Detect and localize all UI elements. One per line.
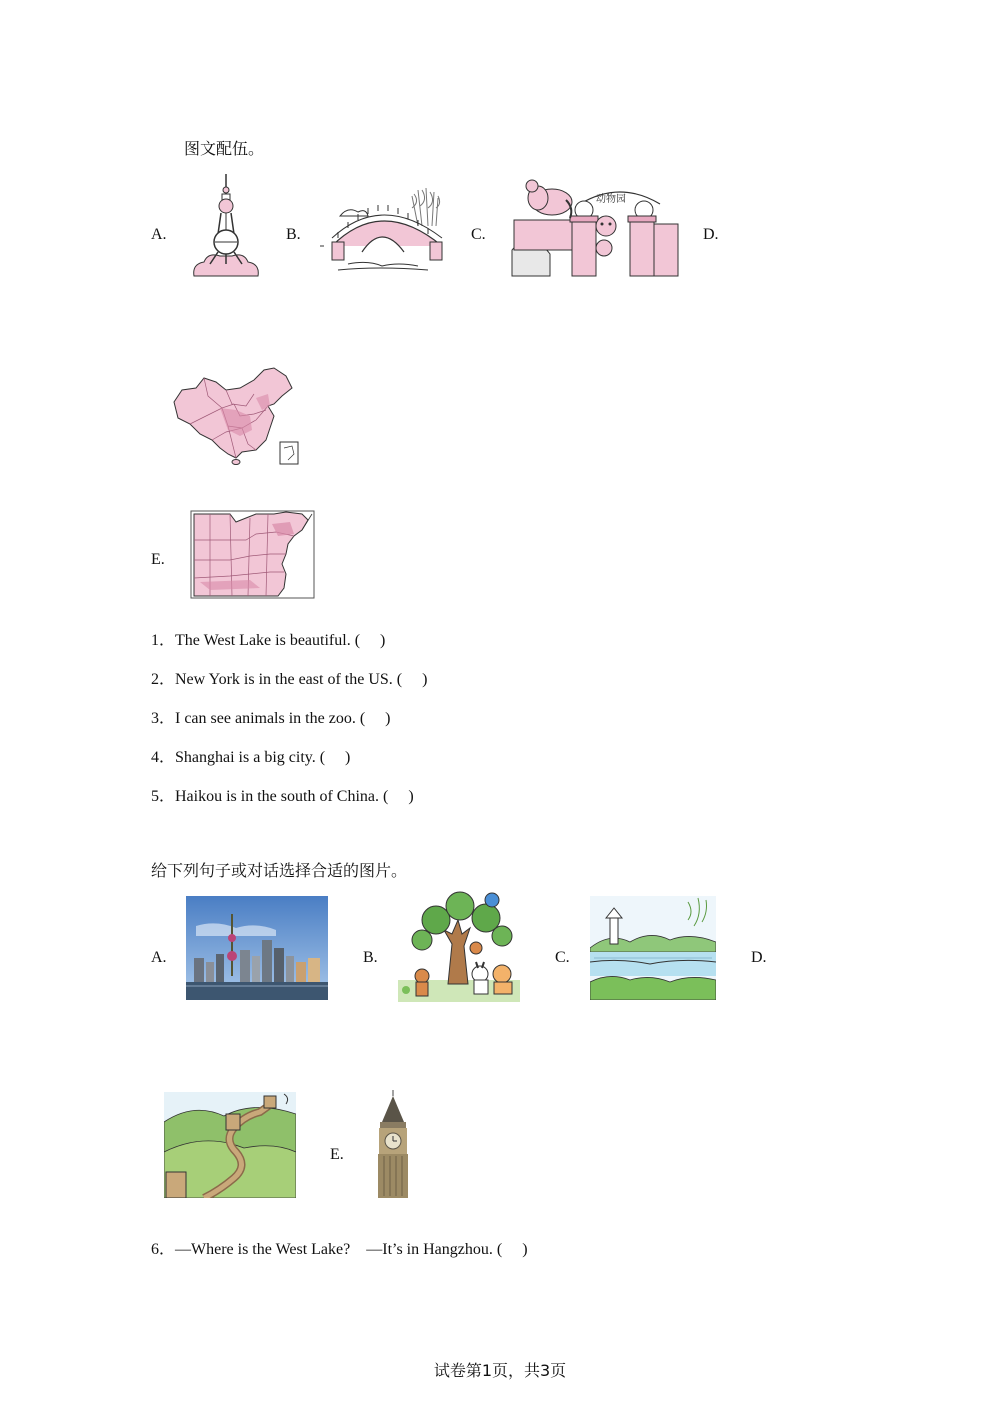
tree-animals-icon (398, 890, 520, 1002)
question-5: 5．Haikou is in the south of China. ( ) (151, 788, 414, 805)
question-1: 1．The West Lake is beautiful. ( ) (151, 632, 386, 649)
section1-heading: 图文配伍。 (184, 139, 265, 158)
china-map-icon (170, 366, 302, 466)
question-3: 3．I can see animals in the zoo. ( ) (151, 710, 391, 727)
option-d2-label: D. (751, 949, 767, 966)
great-wall-icon (164, 1092, 296, 1198)
bridge-icon (318, 186, 448, 274)
option-b2-label: B. (363, 949, 378, 966)
zoo-gate-icon (510, 178, 680, 278)
option-e2-label: E. (330, 1146, 344, 1163)
option-c-label: C. (471, 226, 486, 243)
option-b-label: B. (286, 226, 301, 243)
us-map-icon (190, 510, 316, 600)
question-2: 2．New York is in the east of the US. ( ) (151, 671, 428, 688)
zoo-sign-text: 动物园 (596, 194, 626, 205)
question-4: 4．Shanghai is a big city. ( ) (151, 749, 351, 766)
shanghai-skyline-photo (186, 896, 328, 1000)
option-e-label: E. (151, 551, 165, 568)
option-d-label: D. (703, 226, 719, 243)
page-footer: 试卷第1页，共3页 (433, 1361, 567, 1380)
option-c2-label: C. (555, 949, 570, 966)
question-6: 6．—Where is the West Lake? —It’s in Hangzhou. ( ) (151, 1241, 528, 1258)
section2-heading: 给下列句子或对话选择合适的图片。 (151, 861, 408, 880)
option-a2-label: A. (151, 949, 167, 966)
tower-icon (190, 172, 262, 278)
big-ben-icon (372, 1090, 414, 1198)
west-lake-icon (590, 896, 716, 1000)
option-a-label: A. (151, 226, 167, 243)
